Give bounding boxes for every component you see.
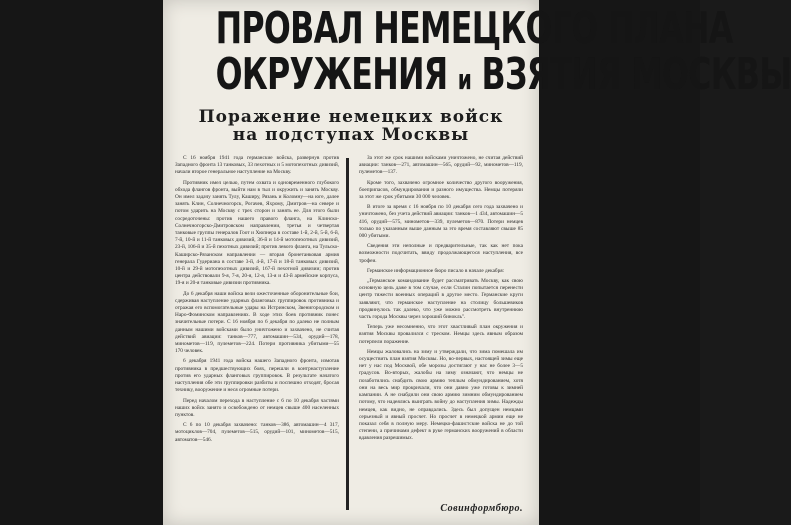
left-paragraph-6: С 6 по 10 декабря захвачено: танков—386, автомашин—4 317, мотоциклов—704, пулеметов—515, орудий—101, минометов—515, автоматов—546.: [175, 422, 339, 443]
left-paragraph-3: До 6 декабря наши войска вели ожесточенные оборонительные бои, сдерживая наступление ударных фланговых группировок противника и отражая его вспомогательные удары на Истринском, Звенигородском и Наро-Фоминском направлениях. В ходе этих боев противник понес значительные потери. С 16 ноября по 6 декабря по далеко не полным данным нашими войсками было уничтожено и захвачено, не считая действий авиации: танков—777, автомашин—534, орудий—178, минометов—119, пулеметов—224. Потери противника убитыми—55 170 человек.: [175, 290, 339, 355]
headline-line-2: [215, 49, 791, 103]
right-paragraph-7: Теперь уже несомненно, что этот хвастливый план окружения и взятия Москвы провалился с треском. Немцы здесь явным образом потерпели поражение.: [359, 324, 523, 345]
right-column: [359, 155, 523, 517]
signature: Совинформбюро.: [440, 503, 523, 514]
subheadline-line-2: на подступах Москвы: [232, 125, 470, 145]
left-paragraph-1: С 16 ноября 1941 года германские войска, развернув против Западного фронта 13 танковых, 33 пехотных и 5 мотопехотных дивизий, начали второе генеральное наступление на Москву.: [175, 155, 339, 176]
headline-conjunction: и: [457, 63, 472, 96]
right-paragraph-2: Кроме того, захвачено огромное количество другого вооружения, боеприпасов, обмундирования и разного имущества. Немцы потеряли за этот же срок убитыми 30 000 человек.: [359, 179, 523, 201]
left-paragraph-4: 6 декабря 1941 года войска нашего Западного фронта, измотав противника в предшествующих боях, перешли в контрнаступление против его ударных фланговых группировок. В результате начатого наступления обе эти группировки разбиты и поспешно отходят, бросая технику, вооружение и неся огромные потери.: [175, 358, 339, 394]
headline-word-encirclement: ОКРУЖЕНИЯ: [215, 49, 448, 100]
newspaper-page: [163, 0, 791, 525]
headline-line-1: ПРОВАЛ НЕМЕЦКОГО ПЛАНА: [215, 3, 733, 54]
headline-word-capture-moscow: ВЗЯТИЯ МОСКВЫ: [481, 49, 791, 100]
right-paragraph-6: „Германское командование будет рассматривать Москву, как свою основную цель даже в том случае, если Сталин попытается перенести центр тяжести военных операций в другое место. Германские круги заявляют, что германское наступление на столицу большевиков продвинулось так далеко, что уже можно рассмотреть внутреннюю часть города Москвы через хороший бинокль".: [359, 278, 523, 321]
left-paragraph-5: Перед началом перехода в наступление с 6 по 10 декабря частями наших войск занято и освобождено от немцев свыше 400 населенных пунктов.: [175, 397, 339, 418]
right-paragraph-1: За этот же срок нашими войсками уничтожено, не считая действий авиации: танков—271, автомашин—565, орудий—92, минометов—119, пулеметов—137.: [359, 155, 523, 176]
right-paragraph-3: В итоге за время с 16 ноября по 10 декабря сего года захвачено и уничтожено, без учета действий авиации: танков—1 434, автомашин—5 416, орудий—575, минометов—339, пулеметов—870. Потери немцев только по указанным выше данным за это время составляют свыше 85 000 убитыми.: [359, 204, 523, 240]
subheadline-line-1: Поражение немецких войск: [198, 107, 504, 127]
left-column: [175, 155, 339, 517]
column-divider: [346, 158, 349, 510]
left-paragraph-2: Противник имел целью, путем охвата и одновременного глубокого обхода флангов фронта, выйти нам в тыл и окружить и занять Москву. Он имел задачу занять Тулу, Каширу, Рязань и Коломну—на юге, далее занять Клин, Солнечногорск, Рогачев, Яхрому, Дмитров—на севере и потом ударить на Москву с трех сторон и занять ее. Для этого были сосредоточены: против нашего правого фланга, на Клинско-Солнечногорско-Дмитровском направлении, третья и четвертая танковые группы генералов Гоот и Хюпнера в составе 1-й, 2-й, 5-й, 6-й, 7-й, 10-й и 11-й танковых дивизий, 36-й и 14-й мотопехотных дивизий, 23-й, 106-й и 35-й пехотных дивизий; против левого фланга, на Тульско-Каширско-Рязанском направлении — вторая бронетанковая армия генерала Гудериана в составе 3-й, 4-й, 17-й и 18-й танковых дивизий, 10-й и 29-й мотопехотных дивизий, 167-й пехотной дивизии; против центра действовали 9-я, 7-я, 20-я, 12-я, 13-я и 43-й армейские корпуса, 19-я и 20-я танковые дивизии противника.: [175, 179, 339, 287]
right-paragraph-4: Сведения эти неполные и предварительные, так как нет пока возможности подсчитать, ввиду продолжающегося наступления, все трофеи.: [359, 243, 523, 264]
right-paragraph-8: Немцы жаловались на зиму и утверждали, что зима помешала им осуществить план взятия Москвы. Но, во-первых, настоящей зимы еще нет у нас под Москвой, обе морозы достигают у нас не более 3—5 градусов. Во-вторых, жалобы на зиму означают, что немцы не позаботились снабдить свою армию теплым обмундированием, хотя они на весь мир прокричали, что они давно уже готовы к зимней кампании. А не снабдили они свою армию зимним обмундированием потому, что надеялись выиграть войну до наступления зимы. Надежды немцев, как видно, не оправдались. Здесь был допущен немцами серьезный и явный просчет. Но просчет в немецкой армии еще не показал себя в полную меру. Немецко-фашистские войска не до той степени, а причинами дефект в руке германских вооружений в области вдавления разрешимых.: [359, 348, 523, 442]
right-paragraph-5: Германское информационное бюро писало в начале декабря:: [367, 267, 505, 274]
